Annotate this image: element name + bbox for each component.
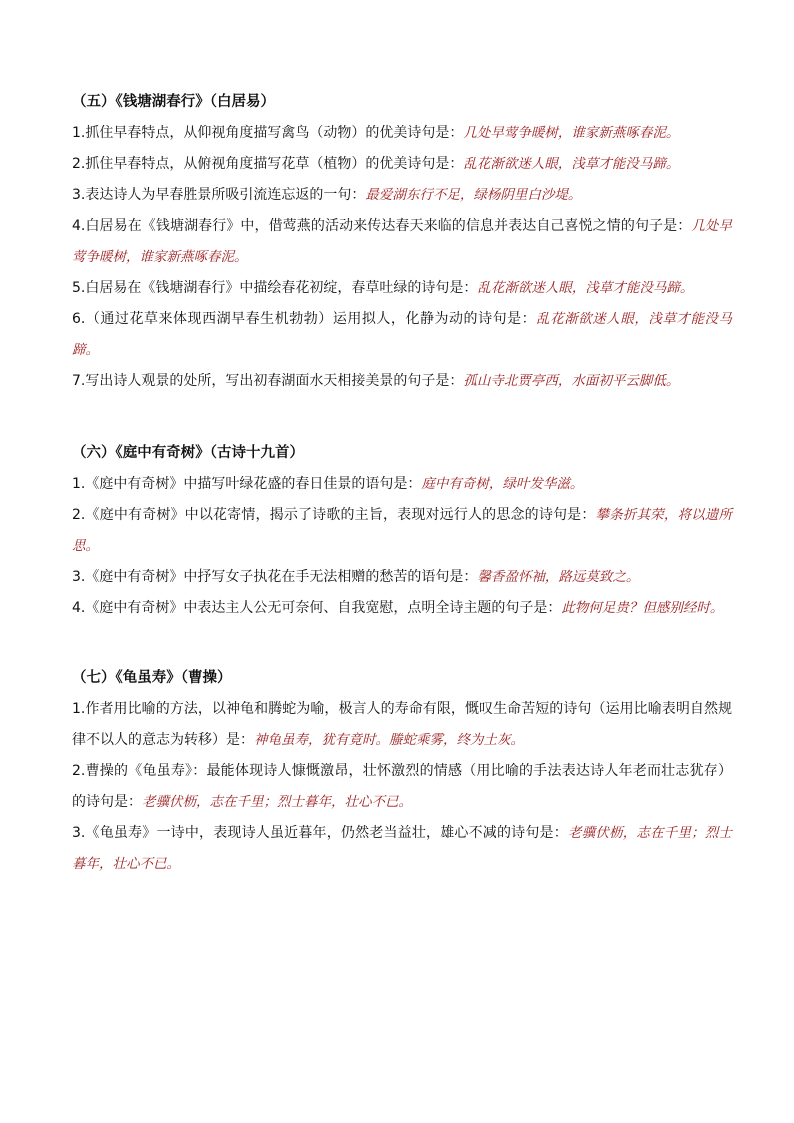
answer-text: 几处早莺争暖树，谁家新燕啄春泥。 bbox=[72, 218, 733, 265]
list-item bbox=[72, 756, 732, 818]
question-text: 1.《庭中有奇树》中描写叶绿花盛的春日佳景的语句是： bbox=[72, 476, 422, 492]
section-guisuishou bbox=[72, 668, 732, 880]
section-spacer bbox=[72, 624, 732, 668]
section-spacer bbox=[72, 397, 732, 443]
question-text: 7.写出诗人观景的处所，写出初春湖面水天相接美景的句子是： bbox=[72, 373, 464, 389]
question-text: 5.白居易在《钱塘湖春行》中描绘春花初绽，春草吐绿的诗句是： bbox=[72, 280, 478, 296]
answer-text: 最爱湖东行不足，绿杨阴里白沙堤。 bbox=[365, 187, 582, 203]
section-title: （七）《龟虽寿》（曹操） bbox=[72, 669, 232, 686]
question-text: 1.作者用比喻的方法，以神龟和腾蛇为喻，极言人的寿命有限，慨叹生命苦短的诗句（运用比喻表明自然规律不以人的意志为转移）是： bbox=[72, 701, 732, 748]
list-item bbox=[72, 562, 732, 593]
question-text: 3.《龟虽寿》一诗中，表现诗人虽近暮年，仍然老当益壮，雄心不减的诗句是： bbox=[72, 825, 568, 841]
answer-text: 乱花渐欲迷人眼，浅草才能没马蹄。 bbox=[477, 280, 694, 296]
list-item bbox=[72, 304, 732, 366]
answer-text: 老骥伏枥，志在千里；烈士暮年，壮心不已。 bbox=[72, 825, 733, 872]
list-item bbox=[72, 180, 732, 211]
question-text: 2.抓住早春特点，从俯视角度描写花草（植物）的优美诗句是： bbox=[72, 156, 464, 172]
question-text: 2.曹操的《龟虽寿》：最能体现诗人慷慨激昂，壮怀激烈的情感（用比喻的手法表达诗人年老而壮志犹存）的诗句是： bbox=[72, 763, 732, 810]
question-text: 6.（通过花草来体现西湖早春生机勃勃）运用拟人，化静为动的诗句是： bbox=[72, 311, 537, 327]
question-text: 1.抓住早春特点，从仰视角度描写禽鸟（动物）的优美诗句是： bbox=[72, 125, 464, 141]
section-tingzhong bbox=[72, 443, 732, 624]
section-title: （五）《钱塘湖春行》（白居易） bbox=[72, 93, 275, 110]
list-item bbox=[72, 818, 732, 880]
answer-text: 攀条折其荣，将以遗所思。 bbox=[72, 507, 733, 554]
document-page bbox=[72, 92, 732, 880]
answer-text: 老骥伏枥，志在千里；烈士暮年，壮心不已。 bbox=[142, 794, 412, 810]
answer-text: 乱花渐欲迷人眼，浅草才能没马蹄。 bbox=[463, 156, 680, 172]
list-item bbox=[72, 694, 732, 756]
list-item bbox=[72, 211, 732, 273]
question-text: 3.表达诗人为早春胜景所吸引流连忘返的一句： bbox=[72, 187, 366, 203]
question-text: 4.白居易在《钱塘湖春行》中，借莺燕的活动来传达春天来临的信息并表达自己喜悦之情的句子是： bbox=[72, 218, 692, 234]
question-text: 2.《庭中有奇树》中以花寄情，揭示了诗歌的主旨，表现对远行人的思念的诗句是： bbox=[72, 507, 596, 523]
answer-text: 神龟虽寿，犹有竟时。螣蛇乘雾，终为土灰。 bbox=[254, 732, 524, 748]
list-item bbox=[72, 118, 732, 149]
section-qiantanghu bbox=[72, 92, 732, 397]
list-item bbox=[72, 469, 732, 500]
list-item bbox=[72, 500, 732, 562]
answer-text: 孤山寺北贾亭西，水面初平云脚低。 bbox=[463, 373, 680, 389]
question-text: 4.《庭中有奇树》中表达主人公无可奈何、自我宽慰，点明全诗主题的句子是： bbox=[72, 600, 562, 616]
section-title: （六）《庭中有奇树》（古诗十九首） bbox=[72, 444, 304, 461]
answer-text: 馨香盈怀袖，路远莫致之。 bbox=[477, 569, 640, 585]
list-item bbox=[72, 593, 732, 624]
answer-text: 庭中有奇树，绿叶发华滋。 bbox=[421, 476, 584, 492]
question-text: 3.《庭中有奇树》中抒写女子执花在手无法相赠的愁苦的语句是： bbox=[72, 569, 478, 585]
answer-text: 几处早莺争暖树，谁家新燕啄春泥。 bbox=[463, 125, 680, 141]
answer-text: 此物何足贵？但感别经时。 bbox=[561, 600, 724, 616]
list-item bbox=[72, 273, 732, 304]
list-item bbox=[72, 149, 732, 180]
list-item bbox=[72, 366, 732, 397]
answer-text: 乱花渐欲迷人眼，浅草才能没马蹄。 bbox=[72, 311, 733, 358]
